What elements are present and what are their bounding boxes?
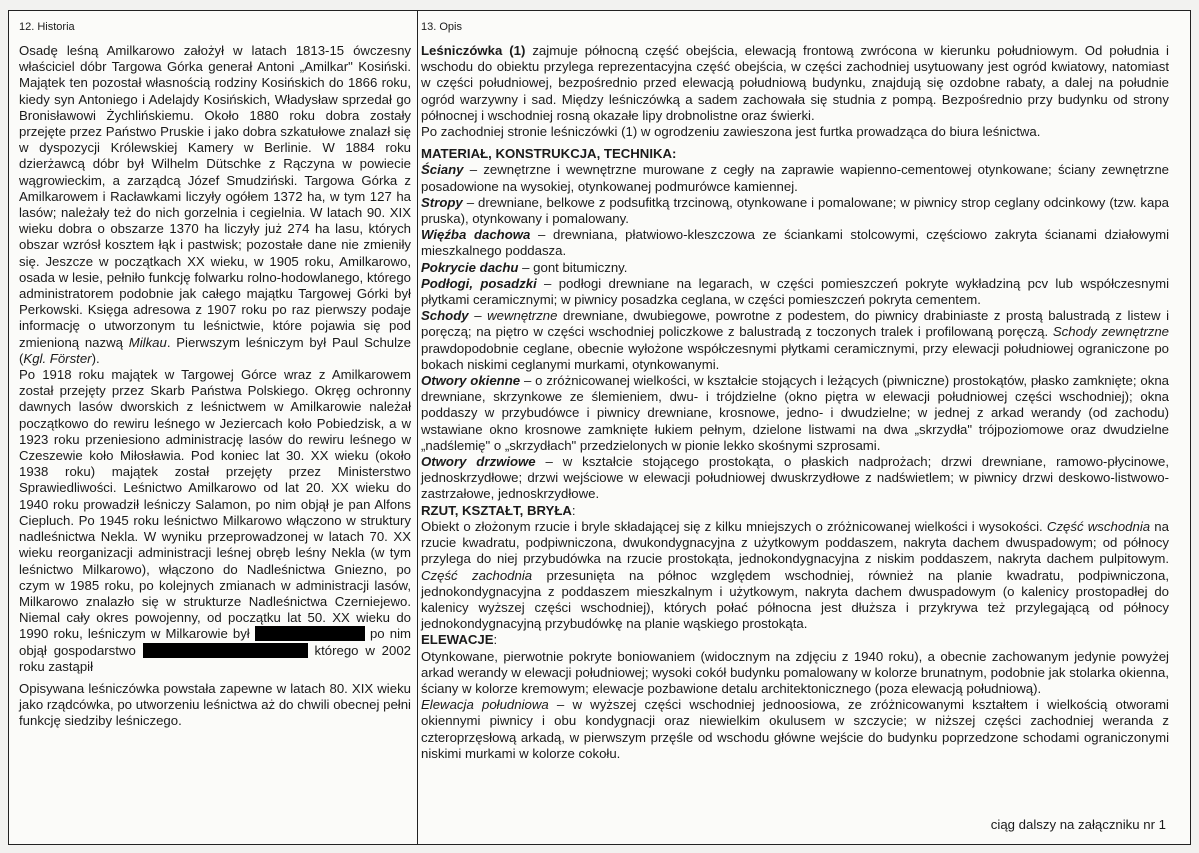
history-column (19, 21, 411, 730)
redaction-block (255, 626, 365, 641)
drzwiowe-entry: Otwory drzwiowe – w kształcie stojącego prostokąta, o płaskich nadprożach; drzwi drewniane, ramowo-płycinowe, jednoskrzydłowe; drzwi wejściowe w elewacji południowej dwuskrzydłowe z nadświetlem; w piwnicy drzwi deskowo-listwowo-zastrzałowe, jednoskrzydłowe. (421, 454, 1169, 502)
stropy-entry: Stropy – drewniane, belkowe z podsufitką trzcinową, otynkowane i pomalowane; w piwnicy strop ceglany odcinkowy (tzw. kapa pruska), otynkowany i pomalowany. (421, 194, 1169, 227)
intro-paragraph: Leśniczówka (1) zajmuje północną część obejścia, elewacją frontową zwrócona w kierunku południowym. Od południa i wschodu do obiektu przylega reprezentacyjna część obejścia, w części zachodniej usytuowany jest ogród kwiatowy, natomiast w części południowej, bezpośrednio przed elewacją południową budynku, znajdują się ozdobne rabaty, a dalej na południe ogród warzywny i sad. Między leśniczówką a sadem zachowała się studnia z pompą. Bezpośrednio przy budynku od strony północnej i wschodniej rosną okazałe lipy drobnolistne oraz świerki. (421, 43, 1169, 123)
description-column (421, 21, 1169, 762)
elewacje-paragraph-1: Otynkowane, pierwotnie pokryte boniowaniem (widocznym na zdjęciu z 1940 roku), a obecnie zachowanym jedynie powyżej arkad werandy w elewacji południowej; wysoki cokół budynku pomalowany w kolorze brunatnym, podobnie jak stolarka okienna, ściany w kolorze kremowym; elewacje pozbawione detalu architektonicznego (poza elewacją południową). (421, 648, 1169, 696)
rzut-heading: RZUT, KSZTAŁT, BRYŁA: (421, 502, 576, 518)
continuation-note: ciąg dalszy na załączniku nr 1 (990, 817, 1166, 832)
elewacje-paragraph-2: Elewacja południowa – w wyższej części wschodniej jednoosiowa, ze zróżnicowanymi kształtem i wielkością otworami okiennymi piwnicy i obu kondygnacji oraz niewielkim okulusem w szczycie; w niższej części zachodniej weranda z czteroprzęsłową arkadą, w pierwszym przęśle od wschodu główne wejście do budynku poprzedzone schodami ograniczonymi niskimi murkami w kolorze cokołu. (421, 697, 1169, 761)
redaction-block (143, 643, 308, 658)
material-heading: MATERIAŁ, KONSTRUKCJA, TECHNIKA: (421, 146, 677, 162)
history-paragraph-1: Osadę leśną Amilkarowo założył w latach 1813-15 ówczesny właściciel dóbr Targowa Górka generał Antoni „Amilkar" Kosiński. Majątek ten pozostał własnością rodziny Kosińskich do 1866 roku, kiedy syn Antoniego i Adelajdy Kosińskich, Władysław sprzedał go Bronisławowi Żychlińskiemu. Około 1880 roku dobra zostały przejęte przez Państwo Pruskie i jako dobra szkatułowe znalazł się w dyspozycji Królewskiej Kamery w Berlinie. W 1884 roku dzierżawcą dóbr był Wilhelm Dütschke z Rączyna w powiecie wągrowieckim, a zarządcą Józef Smudziński. Targowa Górka z Amilkarowem i Racławkami liczyły ogółem 1372 ha, w tym 127 ha lasów; należały też do nich gorzelnia i cegielnia. W latach 90. XIX wieku dobra o obszarze 1370 ha liczyły już 274 ha lasu, których obszar wzrósł kosztem łąk i pastwisk; pozostałe dane nie zmieniły się. Jeszcze w początkach XX wieku, w 1905 roku, Amilkarowo, osada w lesie, pełniło funkcję folwarku rolno-hodowlanego, którego administratorem podobnie jak całego majątku Targowej Górki był Perkowski. Księga adresowa z 1907 roku po raz pierwszy podaje informację o utworzonym tu leśnictwie, które pojawia się pod zmienioną nazwą Milkau. Pierwszym leśniczym był Paul Schulze (Kgl. Förster). (19, 43, 411, 366)
description-header: 13. Opis (421, 21, 462, 33)
sciany-entry: Ściany – zewnętrzne i wewnętrzne murowane z cegły na zaprawie wapienno-cementowej otynkowane; ściany zewnętrzne posadowione na wysokiej, otynkowanej podmurówce kamiennej. (421, 162, 1169, 194)
pokrycie-entry: Pokrycie dachu – gont bitumiczny. (421, 259, 628, 275)
history-header: 12. Historia (19, 21, 75, 33)
rzut-paragraph: Obiekt o złożonym rzucie i bryle składającej się z kilku mniejszych o zróżnicowanej wielkości i wysokości. Część wschodnia na rzucie kwadratu, podpiwniczona, dwukondygnacyjna z użytkowym poddaszem, nakryta dachem dwuspadowym; od północy przylega do niej przybudówka na rzucie prostokąta, jednokondygnacyjna z niskim poddaszem, nakryta dachem pulpitowym. Część zachodnia przesunięta na północ względem wschodniej, również na planie kwadratu, podpiwniczona, jednokondygnacyjna z poddaszem mieszkalnym i użytkowym, nakryta dachem dwuspadowym (o kalenicy prostopadłej do kalenicy wyższej części wschodniej), których połać północna jest dłuższa i przykrywa też przylegającą od północy jednokondygnacyjną przybudówkę na planie wąskiego prostokąta. (421, 518, 1169, 632)
podlogi-entry: Podłogi, posadzki – podłogi drewniane na legarach, w części pomieszczeń pokryte wykładziną pcv lub współczesnymi płytkami ceramicznymi; w piwnicy posadzka ceglana, w części pomieszczeń pokryta cementem. (421, 275, 1169, 308)
document-sheet (8, 10, 1191, 845)
history-paragraph-2: Po 1918 roku majątek w Targowej Górce wraz z Amilkarowem został przejęty przez Skarb Państwa Polskiego. Okręg ochronny dawnych lasów dworskich z leśnictwem w Amilkarowie należał początkowo do rewiru leśnego w Jeziercach koło Pobiedzisk, a w 1923 roku przeniesiono administrację lasów do rewiru leśnego w Czeszewie koło Miłosławia. Pod koniec lat 30. XX wieku (około 1938 roku) majątek został przejęty przez Ministerstwo Sprawiedliwości. Leśnictwo Amilkarowo od lat 20. XX wieku do 1940 roku prowadził leśniczy Salamon, po nim objął je pan Alfons Ciepluch. Po 1945 roku leśnictwo Milkarowo włączono w struktury nadleśnictwa Nekla. W wyniku przeprowadzonej w latach 70. XX wieku reorganizacji administracji leśnej obręb leśny Nekla (w tym leśnictwo Milkarowo), włączono do Nadleśnictwa Gniezno, po czym w 1985 roku, po kolejnych zmianach w administracji lasów, Milkarowo znalazło się w strukturze Nadleśnictwa Czerniejewo. Niemal cały okres powojenny, od początku lat 50. XX wieku do 1990 roku, leśniczym w Milkarowie był po nim objął gospodarstwo którego w 2002 roku zastąpił (19, 367, 412, 674)
wiezba-entry: Więźba dachowa – drewniana, płatwiowo-kleszczowa ze ściankami stolcowymi, częściowo zakryta ścianami działowymi mieszkalnego poddasza. (421, 227, 1169, 259)
history-paragraph-3: Opisywana leśniczówka powstała zapewne w latach 80. XIX wieku jako rządcówka, po utworzeniu leśnictwa aż do chwili obecnej pełni funkcję siedziby leśniczego. (19, 680, 411, 729)
schody-entry: Schody – wewnętrzne drewniane, dwubiegowe, powrotne z podestem, do piwnicy drabiniaste z prostą balustradą z listew i poręczą; na piętro w części wschodniej policzkowe z balustradą z toczonych tralek i profilowaną poręczą. Schody zewnętrzne prawdopodobnie ceglane, obecnie wyłożone współczesnymi płytkami ceramicznymi, przy elewacji południowej ograniczone po bokach niskimi ceglanymi murkami, otynkowanymi. (421, 308, 1170, 372)
okienne-entry: Otwory okienne – o zróżnicowanej wielkości, w kształcie stojących i leżących (piwniczne) prostokątów, płasko zamknięte; okna drewniane, skrzynkowe ze ślemieniem, dwu- i trójdzielne (okno piętra w elewacji południowej części wschodniej); okna poddaszy w przybudówce i piwnicy drewniane, krosnowe, jedno- i dwudzielne; w jednej z arkad werandy (od zachodu) wstawiane okno krosnowe zamknięte łukiem pełnym, dzielone listwami na dwa „skrzydła" trójpoziomowe oraz dwudzielne „nadślemię" o „skrzydłach" przedzielonych w pionie lekko skośnymi szprosami. (421, 373, 1169, 453)
column-divider (417, 11, 418, 844)
intro-paragraph-2: Po zachodniej stronie leśniczówki (1) w ogrodzeniu zawieszona jest furtka prowadząca do biura leśnictwa. (421, 124, 1041, 140)
elewacje-heading: ELEWACJE: (421, 632, 498, 648)
